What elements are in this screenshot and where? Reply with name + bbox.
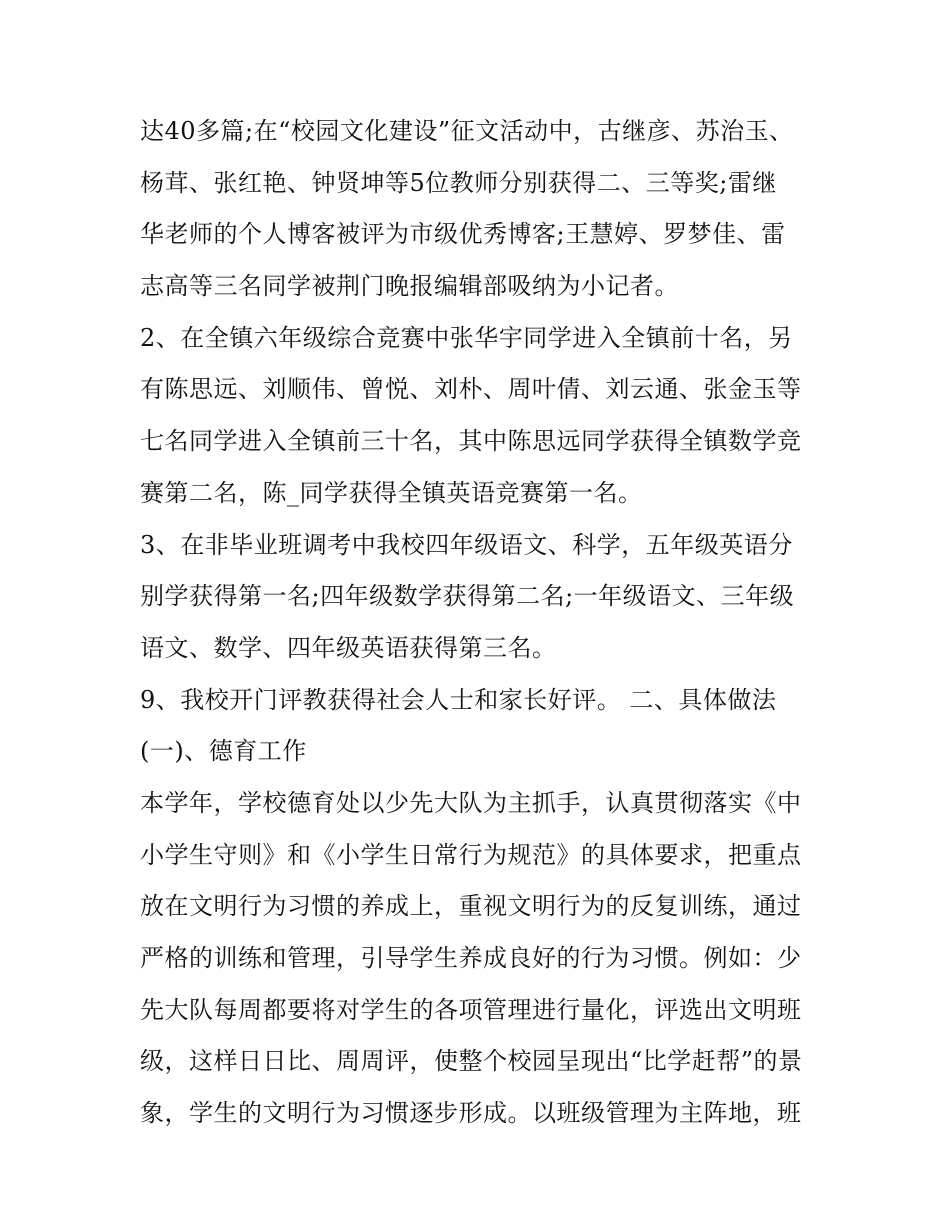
text-line: 七名同学进入全镇前三十名，其中陈思远同学获得全镇数学竞 — [140, 427, 802, 456]
text-line: 放在文明行为习惯的养成上，重视文明行为的反复训练，通过 — [140, 892, 802, 921]
text-line: 2、在全镇六年级综合竞赛中张华宇同学进入全镇前十名，另 — [140, 323, 793, 352]
text-line: 9、我校开门评教获得社会人士和家长好评。 二、具体做法 — [140, 685, 777, 714]
text-line: 有陈思远、刘顺伟、曾悦、刘朴、周叶倩、刘云通、张金玉等 — [140, 375, 802, 404]
text-line: 小学生守则》和《小学生日常行为规范》的具体要求，把重点 — [140, 840, 802, 869]
text-line: 达40多篇;在“校园文化建设”征文活动中，古继彦、苏治玉、 — [140, 117, 794, 145]
section-heading: (一)、德育工作 — [140, 737, 307, 766]
text-line: 先大队每周都要将对学生的各项管理进行量化，评选出文明班 — [140, 995, 802, 1024]
text-line: 志高等三名同学被荆门晚报编辑部吸纳为小记者。 — [140, 272, 679, 301]
text-line: 别学获得第一名;四年级数学获得第二名;一年级语文、三年级 — [140, 582, 795, 611]
text-line: 语文、数学、四年级英语获得第三名。 — [140, 633, 557, 662]
text-line: 杨茸、张红艳、钟贤坤等5位教师分别获得二、三等奖;雷继 — [140, 168, 777, 197]
text-line: 3、在非毕业班调考中我校四年级语文、科学，五年级英语分 — [140, 530, 793, 559]
text-line: 华老师的个人博客被评为市级优秀博客;王慧婷、罗梦佳、雷 — [140, 220, 786, 249]
document-body — [140, 106, 820, 1140]
text-line: 级，这样日日比、周周评，使整个校园呈现出“比学赶帮”的景 — [140, 1047, 803, 1076]
text-line: 赛第二名，陈_同学获得全镇英语竞赛第一名。 — [140, 478, 643, 507]
text-line: 严格的训练和管理，引导学生养成良好的行为习惯。例如：少 — [140, 944, 802, 972]
text-line: 象，学生的文明行为习惯逐步形成。以班级管理为主阵地，班 — [140, 1099, 802, 1128]
text-line: 本学年，学校德育处以少先大队为主抓手，认真贯彻落实《中 — [140, 788, 802, 817]
